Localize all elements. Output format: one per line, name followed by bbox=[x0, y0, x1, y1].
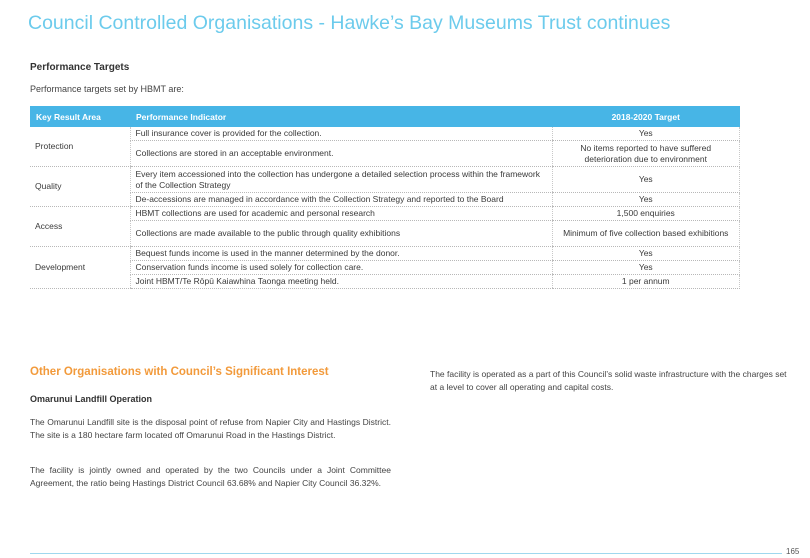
indicator-cell: De-accessions are managed in accordance with the Collection Strategy and reported to the Board bbox=[130, 193, 552, 207]
table-row bbox=[30, 261, 740, 275]
indicator-cell: Every item accessioned into the collection has undergone a detailed selection process within the framework of the Collection Strategy bbox=[130, 167, 552, 193]
target-cell: Yes bbox=[552, 261, 740, 275]
table-row bbox=[30, 127, 740, 141]
target-cell: Yes bbox=[552, 247, 740, 261]
header-target: 2018-2020 Target bbox=[552, 106, 740, 127]
performance-targets-table bbox=[30, 106, 740, 289]
landfill-paragraph-3: The facility is operated as a part of this Council’s solid waste infrastructure with the charges set at a level to cover all operating and capital costs. bbox=[430, 369, 787, 392]
footer-divider bbox=[30, 553, 782, 554]
landfill-paragraph-1: The Omarunui Landfill site is the disposal point of refuse from Napier City and Hastings District. The site is a 180 hectare farm located off Omarunui Road in the Hastings District. bbox=[30, 417, 391, 440]
table-row bbox=[30, 141, 740, 167]
page-number: 165 bbox=[786, 547, 800, 556]
other-organisations-heading: Other Organisations with Council’s Significant Interest bbox=[30, 366, 329, 378]
area-access: Access bbox=[30, 207, 130, 247]
table-row bbox=[30, 193, 740, 207]
target-cell: Minimum of five collection based exhibitions bbox=[552, 221, 740, 247]
area-protection: Protection bbox=[30, 127, 130, 167]
table-row bbox=[30, 207, 740, 221]
indicator-cell: Bequest funds income is used in the manner determined by the donor. bbox=[130, 247, 552, 261]
header-key-result-area: Key Result Area bbox=[30, 106, 130, 127]
target-cell: Yes bbox=[552, 193, 740, 207]
target-cell: Yes bbox=[552, 127, 740, 141]
indicator-cell: Full insurance cover is provided for the collection. bbox=[130, 127, 552, 141]
indicator-cell: HBMT collections are used for academic and personal research bbox=[130, 207, 552, 221]
landfill-paragraph-2: The facility is jointly owned and operated by the two Councils under a Joint Committee Agreement, the ratio being Hastings District Council 63.68% and Napier City Council 36.32%. bbox=[30, 465, 391, 488]
target-cell: 1 per annum bbox=[552, 275, 740, 289]
target-cell: No items reported to have suffered deterioration due to environment bbox=[552, 141, 740, 167]
indicator-cell: Conservation funds income is used solely for collection care. bbox=[130, 261, 552, 275]
target-cell: Yes bbox=[552, 167, 740, 193]
header-performance-indicator: Performance Indicator bbox=[130, 106, 552, 127]
area-quality: Quality bbox=[30, 167, 130, 207]
area-development: Development bbox=[30, 247, 130, 289]
omarunui-landfill-heading: Omarunui Landfill Operation bbox=[30, 394, 153, 404]
indicator-cell: Joint HBMT/Te Rōpū Kaiawhina Taonga meeting held. bbox=[130, 275, 552, 289]
performance-targets-heading: Performance Targets bbox=[30, 62, 130, 73]
table-row bbox=[30, 221, 740, 247]
target-cell: 1,500 enquiries bbox=[552, 207, 740, 221]
table-row bbox=[30, 167, 740, 193]
table-row bbox=[30, 247, 740, 261]
table-header-row bbox=[30, 106, 740, 127]
indicator-cell: Collections are stored in an acceptable environment. bbox=[130, 141, 552, 167]
page-title: Council Controlled Organisations - Hawke’s Bay Museums Trust continues bbox=[28, 12, 671, 34]
performance-intro: Performance targets set by HBMT are: bbox=[30, 84, 184, 94]
indicator-cell: Collections are made available to the public through quality exhibitions bbox=[130, 221, 552, 247]
table-row bbox=[30, 275, 740, 289]
